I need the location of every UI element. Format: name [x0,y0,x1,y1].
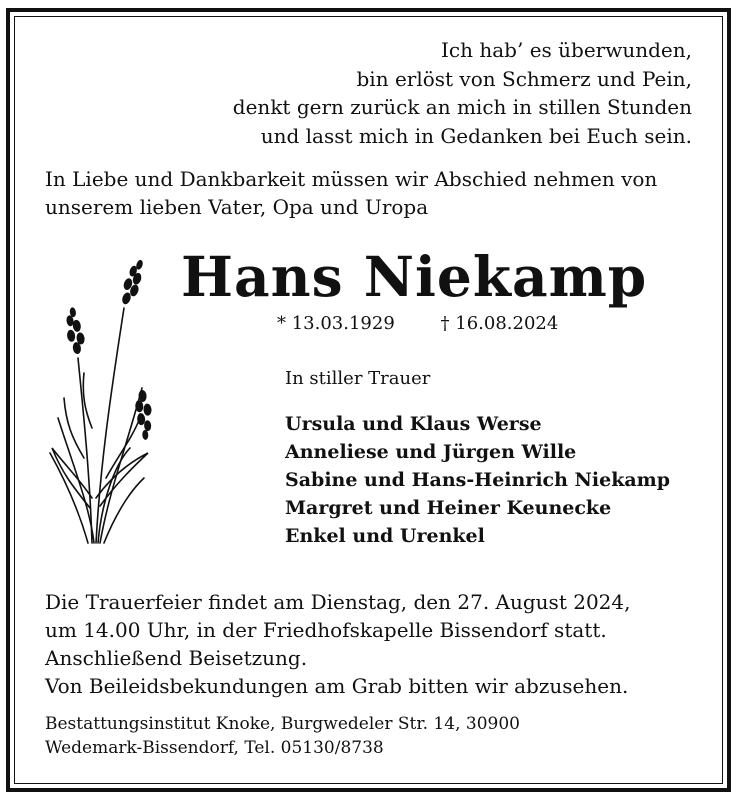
ceremony-line: Die Trauerfeier findet am Dienstag, den 27. August 2024, [45,590,631,614]
wheat-icon [44,248,174,548]
poem-line: denkt gern zurück an mich in stillen Stunden [232,95,692,119]
mourners-list [285,410,670,550]
birth-date: * 13.03.1929 [277,313,395,334]
ceremony-line: Von Beileidsbekundungen am Grab bitten wir abzusehen. [45,674,629,698]
mourner-item: Sabine und Hans-Heinrich Niekamp [285,469,671,491]
life-dates [277,313,558,334]
mourning-heading: In stiller Trauer [285,368,431,389]
death-date: † 16.08.2024 [440,313,559,334]
poem [172,36,692,150]
mourner-item: Enkel und Urenkel [285,525,485,547]
intro-line: unserem lieben Vater, Opa und Uropa [45,195,429,219]
funeral-home-line: Bestattungsinstitut Knoke, Burgwedeler Str. 14, 30900 [45,714,520,734]
ceremony-line: um 14.00 Uhr, in der Friedhofskapelle Bissendorf statt. [45,618,607,642]
mourner-item: Ursula und Klaus Werse [285,413,542,435]
poem-line: bin erlöst von Schmerz und Pein, [356,66,692,91]
deceased-name: Hans Niekamp [181,244,648,309]
funeral-home-info [45,712,520,760]
mourner-item: Anneliese und Jürgen Wille [285,441,577,463]
ceremony-info [45,588,630,700]
intro-text [45,165,695,221]
ceremony-line: Anschließend Beisetzung. [45,646,308,670]
funeral-home-line: Wedemark-Bissendorf, Tel. 05130/8738 [45,738,384,758]
intro-line: In Liebe und Dankbarkeit müssen wir Abschied nehmen von [45,167,658,191]
poem-line: und lasst mich in Gedanken bei Euch sein. [260,123,692,148]
poem-line: Ich hab’ es überwunden, [441,38,692,62]
mourner-item: Margret und Heiner Keunecke [285,497,612,519]
